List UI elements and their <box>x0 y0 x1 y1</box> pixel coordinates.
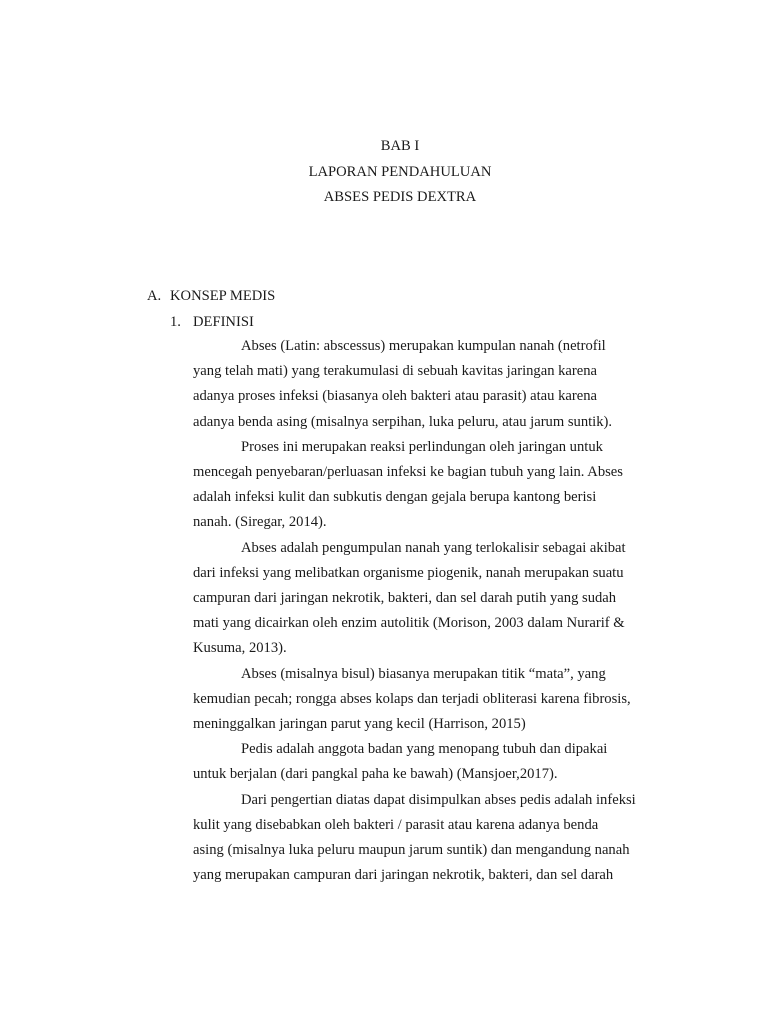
chapter-title: LAPORAN PENDAHULUAN <box>308 163 492 180</box>
text-line: Kusuma, 2013). <box>193 640 287 657</box>
section-heading <box>147 284 275 309</box>
text-line: adanya benda asing (misalnya serpihan, luka peluru, atau jarum suntik). <box>193 413 613 430</box>
paragraph <box>193 737 663 787</box>
paragraph <box>193 788 663 889</box>
text-line: adanya proses infeksi (biasanya oleh bakteri atau parasit) atau karena <box>193 388 597 405</box>
text-line: nanah. (Siregar, 2014). <box>193 514 327 531</box>
text-line: yang merupakan campuran dari jaringan nekrotik, bakteri, dan sel darah <box>193 867 614 884</box>
paragraph <box>193 662 663 738</box>
text-line: untuk berjalan (dari pangkal paha ke bawah) (Mansjoer,2017). <box>193 766 558 783</box>
section-marker: A. <box>147 288 162 304</box>
paragraph <box>193 334 663 435</box>
text-line: yang telah mati) yang terakumulasi di sebuah kavitas jaringan karena <box>193 363 598 380</box>
text-line: kemudian pecah; rongga abses kolaps dan terjadi obliterasi karena fibrosis, <box>193 690 631 707</box>
text-line: kulit yang disebabkan oleh bakteri / parasit atau karena adanya benda <box>193 816 599 833</box>
text-line: asing (misalnya luka peluru maupun jarum suntik) dan mengandung nanah <box>193 842 630 859</box>
text-line: adalah infeksi kulit dan subkutis dengan gejala berupa kantong berisi <box>193 489 597 506</box>
text-line: Abses (misalnya bisul) biasanya merupakan titik “mata”, yang <box>241 665 606 682</box>
text-line: meninggalkan jaringan parut yang kecil (Harrison, 2015) <box>193 716 526 733</box>
subsection-heading <box>170 310 254 335</box>
section-title: KONSEP MEDIS <box>170 288 276 304</box>
paragraph <box>193 435 663 536</box>
subsection-marker: 1. <box>170 314 181 330</box>
text-line: mati yang dicairkan oleh enzim autolitik (Morison, 2003 dalam Nurarif & <box>193 615 625 632</box>
chapter-number: BAB I <box>380 138 420 154</box>
text-line: mencegah penyebaran/perluasan infeksi ke bagian tubuh yang lain. Abses <box>193 464 623 481</box>
text-line: Pedis adalah anggota badan yang menopang tubuh dan dipakai <box>241 741 608 758</box>
text-line: Proses ini merupakan reaksi perlindungan oleh jaringan untuk <box>241 438 603 455</box>
text-line: Abses (Latin: abscessus) merupakan kumpulan nanah (netrofil <box>241 338 606 354</box>
paragraph <box>193 536 663 662</box>
body-text <box>193 334 663 888</box>
title-block <box>0 134 768 211</box>
text-line: dari infeksi yang melibatkan organisme piogenik, nanah merupakan suatu <box>193 564 624 581</box>
text-line: Abses adalah pengumpulan nanah yang terlokalisir sebagai akibat <box>241 539 626 556</box>
chapter-subtitle: ABSES PEDIS DEXTRA <box>323 189 477 205</box>
text-line: campuran dari jaringan nekrotik, bakteri, dan sel darah putih yang sudah <box>193 590 617 607</box>
text-line: Dari pengertian diatas dapat disimpulkan abses pedis adalah infeksi <box>241 791 636 808</box>
subsection-title: DEFINISI <box>193 314 254 330</box>
